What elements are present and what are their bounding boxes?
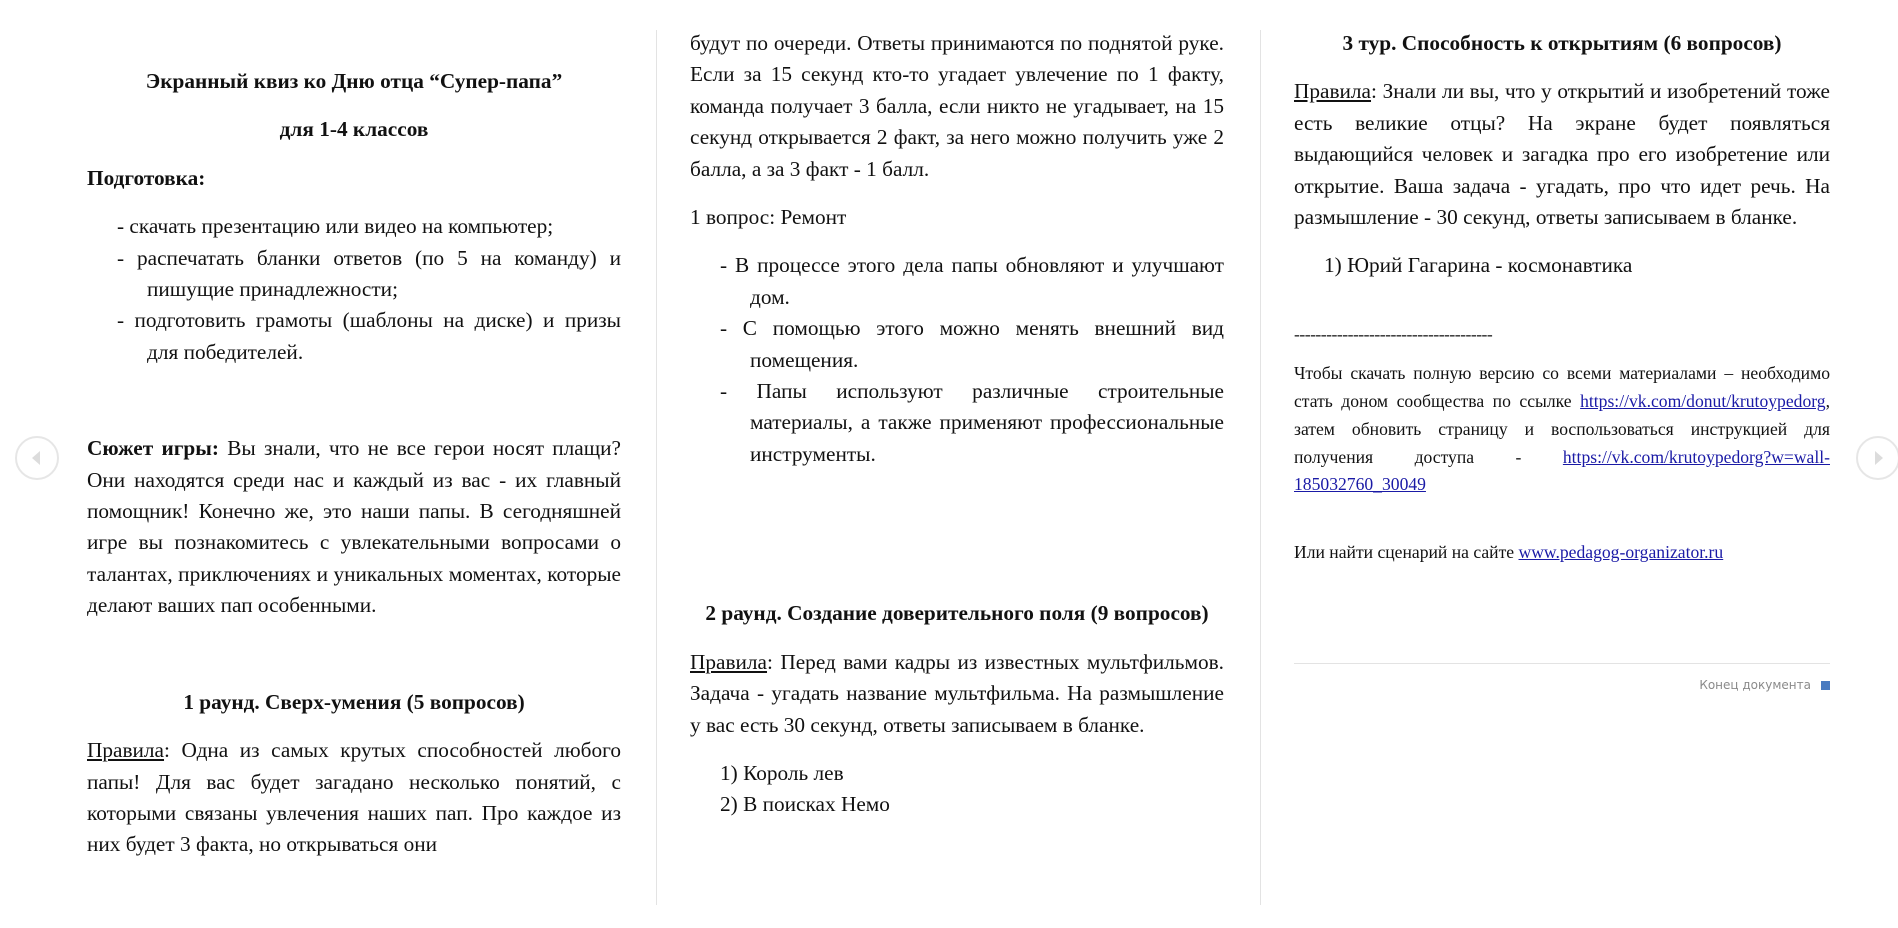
prep-list — [87, 211, 621, 368]
download-text: Чтобы скачать полную версию со всеми материалами – необходимо стать доном сообщества по ссылке — [1294, 363, 1830, 412]
end-marker-icon — [1821, 681, 1830, 690]
round1-rules — [87, 735, 621, 861]
separator-line: ------------------------------------- — [1294, 323, 1493, 344]
download-paragraph — [1294, 360, 1830, 499]
prep-heading: Подготовка: — [87, 165, 206, 190]
column-divider — [656, 30, 657, 905]
page-column-3 — [1294, 28, 1830, 567]
round2-heading: 2 раунд. Создание доверительного поля (9 вопросов) — [705, 601, 1209, 626]
chevron-left-icon — [17, 438, 57, 478]
end-of-document-rule — [1294, 663, 1830, 664]
rules-label: Правила — [690, 649, 768, 674]
end-of-document-label: Конец документа — [1699, 678, 1811, 692]
rules-text: : Одна из самых крутых способностей любого папы! Для вас будет загадано несколько понятий, с которыми связаны увлечения наших пап. Про каждое из них будет 3 факта, но открываться они — [87, 738, 621, 857]
plot-label: Сюжет игры: — [87, 436, 219, 461]
round3-heading: 3 тур. Способность к открытиям (6 вопросов) — [1342, 31, 1782, 55]
rules-text: : Перед вами кадры из известных мультфильмов. Задача - угадать название мультфильма. На размышление у вас есть 30 секунд, ответы записываем в бланке. — [690, 649, 1224, 737]
document-subtitle: для 1-4 классов — [279, 117, 429, 142]
column-divider — [1260, 30, 1261, 905]
round3-rules — [1294, 76, 1830, 233]
page-column-2 — [690, 28, 1224, 838]
list-item: - скачать презентацию или видео на компьютер; — [117, 214, 554, 239]
list-item: - подготовить грамоты (шаблоны на диске) и призы для победителей. — [117, 308, 621, 364]
list-item: 1) Юрий Гагарина - космонавтика — [1324, 253, 1633, 278]
end-of-document-marker — [1600, 678, 1830, 692]
wall-post-link[interactable]: https://vk.com/krutoypedorg?w=wall-185032760_30049 — [1294, 446, 1830, 495]
next-page-button[interactable] — [1856, 436, 1898, 480]
rules-label: Правила — [1294, 79, 1372, 104]
round1-heading: 1 раунд. Сверх-умения (5 вопросов) — [183, 689, 525, 714]
list-item: 2) В поисках Немо — [720, 792, 890, 817]
list-item: - В процессе этого дела папы обновляют и улучшают дом. — [720, 253, 1224, 309]
download-text: , затем обновить страницу и воспользоваться инструкцией для получения доступа - — [1294, 391, 1830, 467]
list-item: 1) Король лев — [720, 760, 844, 785]
rules-text: : Знали ли вы, что у открытий и изобретений тоже есть великие отцы? На экране будет появляться выдающийся человек и загадка про его изобретение или открытие. Ваша задача - угадать, про что идет речь. На размышление - 30 секунд, ответы записываем в бланке. — [1294, 79, 1830, 230]
plot-text: Вы знали, что не все герои носят плащи? Они находятся среди нас и каждый из вас - их главный помощник! Конечно же, это наши папы. В сегодняшней игре вы познакомитесь с увлекательными вопросами о талантах, приключениях и уникальных моментах, которые делают ваших пап особенными. — [87, 436, 621, 618]
plot-paragraph — [87, 433, 621, 621]
list-item: - С помощью этого можно менять внешний вид помещения. — [720, 316, 1224, 372]
rules-label: Правила — [87, 738, 165, 763]
site-link[interactable]: www.pedagog-organizator.ru — [1518, 542, 1724, 563]
round2-list — [690, 758, 1224, 821]
list-item: - распечатать бланки ответов (по 5 на команду) и пишущие принадлежности; — [117, 245, 621, 302]
site-text: Или найти сценарий на сайте — [1294, 542, 1519, 563]
site-paragraph — [1294, 539, 1830, 567]
question1-facts — [690, 250, 1224, 470]
round3-list — [1294, 250, 1830, 281]
list-item: - Папы используют различные строительные материалы, а также применяют профессиональные инструменты. — [720, 379, 1224, 466]
round1-rules-continued: будут по очереди. Ответы принимаются по поднятой руке. Если за 15 секунд кто-то угадает увлечение по 1 факту, команда получает 3 балла, если никто не угадывает, на 15 секунд открывается 2 факт, за него можно получить уже 2 балла, а за 3 факт - 1 балл. — [690, 31, 1224, 181]
previous-page-button[interactable] — [15, 436, 59, 480]
document-title: Экранный квиз ко Дню отца “Супер-папа” — [145, 69, 563, 93]
donut-link[interactable]: https://vk.com/donut/krutoypedorg — [1580, 391, 1826, 412]
question1-title: 1 вопрос: Ремонт — [690, 205, 847, 230]
chevron-right-icon — [1858, 438, 1898, 478]
page-column-1 — [87, 28, 621, 861]
round2-rules — [690, 647, 1224, 741]
